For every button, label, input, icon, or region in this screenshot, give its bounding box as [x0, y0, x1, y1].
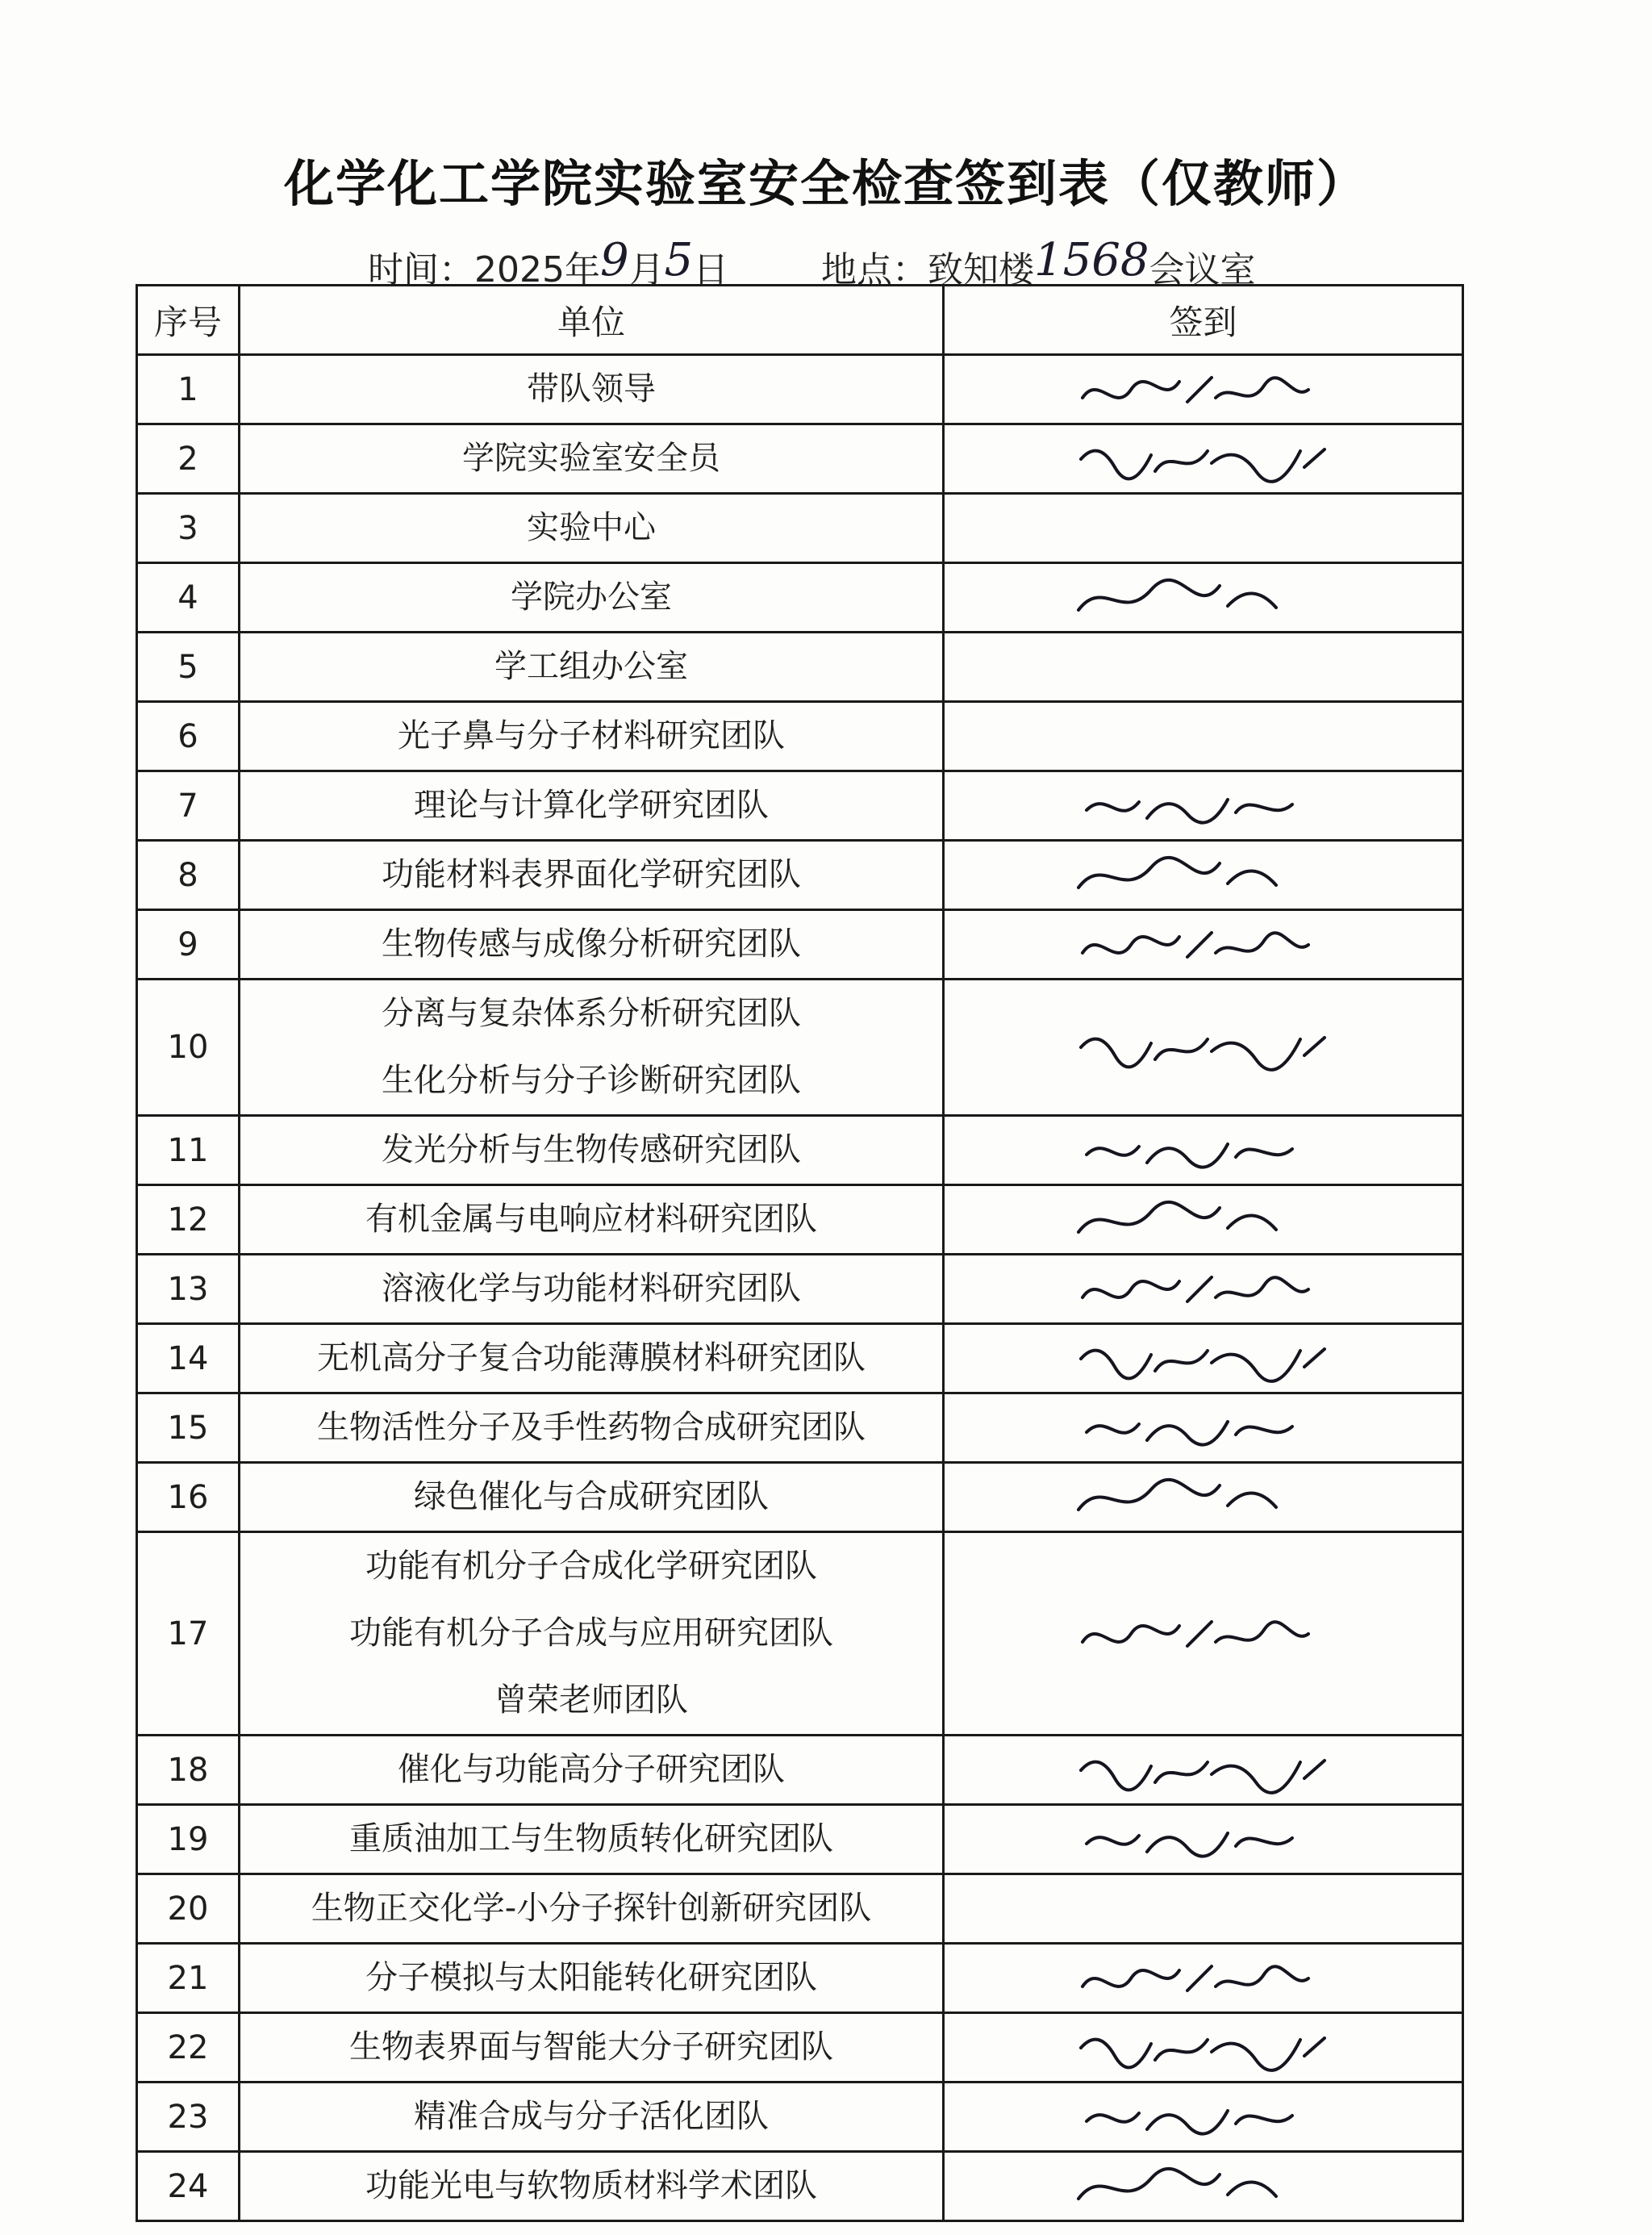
table-row [137, 563, 1463, 633]
row-unit [240, 1324, 944, 1393]
handwritten-signature-icon [1074, 2093, 1333, 2141]
table-row [137, 2083, 1463, 2152]
row-number: 9 [137, 910, 240, 980]
table-row [137, 1255, 1463, 1324]
unit-name: 生化分析与分子诊断研究团队 [382, 1062, 801, 1099]
date-day-handwritten: 5 [664, 234, 694, 286]
row-signature-cell [944, 494, 1463, 563]
row-signature-cell [944, 980, 1463, 1116]
row-signature-cell [944, 1944, 1463, 2013]
row-unit [240, 980, 944, 1116]
unit-name: 功能光电与软物质材料学术团队 [365, 2167, 817, 2204]
handwritten-signature-icon [1074, 1746, 1333, 1794]
handwritten-signature-icon [1074, 1610, 1333, 1658]
row-number: 4 [137, 563, 240, 633]
row-signature-cell [944, 1324, 1463, 1393]
handwritten-signature-icon [1074, 1335, 1333, 1383]
row-number: 23 [137, 2083, 240, 2152]
table-row [137, 2152, 1463, 2221]
unit-name: 分子模拟与太阳能转化研究团队 [365, 1959, 817, 1996]
unit-name: 学院办公室 [511, 579, 672, 616]
handwritten-signature-icon [1074, 2024, 1333, 2072]
row-signature-cell [944, 1463, 1463, 1532]
handwritten-signature-icon [1074, 1023, 1333, 1072]
row-unit [240, 633, 944, 702]
row-number: 2 [137, 424, 240, 494]
row-number: 18 [137, 1736, 240, 1805]
place-label: 地点： [821, 249, 928, 290]
row-signature-cell [944, 424, 1463, 494]
unit-name: 生物正交化学-小分子探针创新研究团队 [311, 1890, 872, 1927]
row-signature-cell [944, 355, 1463, 424]
row-unit [240, 494, 944, 563]
date-year: 2025年 [474, 249, 600, 290]
unit-name: 功能材料表界面化学研究团队 [382, 856, 801, 893]
table-row [137, 910, 1463, 980]
table-row [137, 355, 1463, 424]
unit-name: 实验中心 [527, 509, 656, 546]
table-row [137, 1185, 1463, 1255]
row-number: 21 [137, 1944, 240, 2013]
row-signature-cell [944, 2083, 1463, 2152]
unit-name: 学工组办公室 [494, 648, 688, 685]
sign-in-table [136, 284, 1464, 2222]
table-row [137, 424, 1463, 494]
table-row [137, 1874, 1463, 1944]
table-row [137, 1463, 1463, 1532]
row-unit [240, 1393, 944, 1463]
row-unit [240, 1874, 944, 1944]
row-unit [240, 771, 944, 841]
row-signature-cell [944, 1393, 1463, 1463]
row-number: 1 [137, 355, 240, 424]
row-unit [240, 841, 944, 910]
unit-name: 催化与功能高分子研究团队 [398, 1751, 785, 1788]
unit-name: 功能有机分子合成与应用研究团队 [349, 1615, 833, 1652]
row-signature-cell [944, 1874, 1463, 1944]
handwritten-signature-icon [1074, 851, 1333, 900]
row-number: 19 [137, 1805, 240, 1874]
row-number: 8 [137, 841, 240, 910]
row-number: 5 [137, 633, 240, 702]
unit-name: 功能有机分子合成化学研究团队 [365, 1548, 817, 1585]
table-row [137, 1393, 1463, 1463]
table-row [137, 980, 1463, 1116]
row-number: 6 [137, 702, 240, 771]
time-label: 时间： [368, 249, 474, 290]
unit-name: 带队领导 [527, 370, 656, 407]
row-signature-cell [944, 702, 1463, 771]
row-number: 17 [137, 1532, 240, 1736]
unit-name: 有机金属与电响应材料研究团队 [365, 1201, 817, 1238]
handwritten-signature-icon [1074, 1265, 1333, 1314]
row-number: 7 [137, 771, 240, 841]
place-room-suffix: 会议室 [1149, 249, 1256, 290]
table-body [137, 355, 1463, 2221]
row-unit [240, 702, 944, 771]
handwritten-signature-icon [1074, 2162, 1333, 2211]
unit-name: 绿色催化与合成研究团队 [414, 1478, 769, 1515]
row-signature-cell [944, 1255, 1463, 1324]
row-number: 13 [137, 1255, 240, 1324]
row-unit [240, 1185, 944, 1255]
unit-name: 发光分析与生物传感研究团队 [382, 1131, 801, 1168]
handwritten-signature-icon [1074, 435, 1333, 483]
row-unit [240, 424, 944, 494]
row-unit [240, 2083, 944, 2152]
header-unit: 单位 [240, 286, 944, 355]
header-no: 序号 [137, 286, 240, 355]
handwritten-signature-icon [1074, 366, 1333, 414]
row-unit [240, 910, 944, 980]
unit-name: 精准合成与分子活化团队 [414, 2098, 769, 2135]
row-signature-cell [944, 1736, 1463, 1805]
unit-name: 生物活性分子及手性药物合成研究团队 [317, 1409, 866, 1446]
row-signature-cell [944, 1185, 1463, 1255]
row-signature-cell [944, 2013, 1463, 2083]
handwritten-signature-icon [1074, 1815, 1333, 1864]
unit-name: 曾荣老师团队 [494, 1681, 688, 1719]
unit-name: 生物表界面与智能大分子研究团队 [349, 2028, 833, 2066]
table-row [137, 1324, 1463, 1393]
handwritten-signature-icon [1074, 1473, 1333, 1522]
row-number: 15 [137, 1393, 240, 1463]
row-unit [240, 1736, 944, 1805]
table-row [137, 1116, 1463, 1185]
row-number: 20 [137, 1874, 240, 1944]
unit-name: 分离与复杂体系分析研究团队 [382, 995, 801, 1032]
table-row [137, 1944, 1463, 2013]
row-unit [240, 1116, 944, 1185]
handwritten-signature-icon [1074, 782, 1333, 830]
date-month-suffix: 月 [628, 249, 665, 290]
row-number: 11 [137, 1116, 240, 1185]
table-row [137, 771, 1463, 841]
row-signature-cell [944, 1532, 1463, 1736]
row-signature-cell [944, 2152, 1463, 2221]
table-header-row [137, 286, 1463, 355]
row-number: 10 [137, 980, 240, 1116]
unit-name: 理论与计算化学研究团队 [414, 787, 769, 824]
row-unit [240, 1532, 944, 1736]
unit-name: 重质油加工与生物质转化研究团队 [349, 1820, 833, 1857]
handwritten-signature-icon [1074, 1126, 1333, 1175]
row-unit [240, 2013, 944, 2083]
handwritten-signature-icon [1074, 574, 1333, 622]
row-signature-cell [944, 1805, 1463, 1874]
unit-name: 光子鼻与分子材料研究团队 [398, 717, 785, 754]
table-row [137, 841, 1463, 910]
row-signature-cell [944, 771, 1463, 841]
row-signature-cell [944, 910, 1463, 980]
unit-name: 生物传感与成像分析研究团队 [382, 925, 801, 963]
handwritten-signature-icon [1074, 1196, 1333, 1244]
table-row [137, 494, 1463, 563]
row-number: 22 [137, 2013, 240, 2083]
table-row [137, 702, 1463, 771]
place-room-handwritten: 1568 [1034, 234, 1149, 286]
row-unit [240, 563, 944, 633]
row-signature-cell [944, 1116, 1463, 1185]
table-row [137, 2013, 1463, 2083]
unit-name: 无机高分子复合功能薄膜材料研究团队 [317, 1339, 866, 1377]
unit-name: 溶液化学与功能材料研究团队 [382, 1270, 801, 1307]
row-unit [240, 1463, 944, 1532]
date-month-handwritten: 9 [599, 234, 629, 286]
date-day-suffix: 日 [693, 249, 729, 290]
table-row [137, 1805, 1463, 1874]
handwritten-signature-icon [1074, 1954, 1333, 2003]
unit-name: 学院实验室安全员 [462, 440, 720, 477]
row-number: 24 [137, 2152, 240, 2221]
header-sign: 签到 [944, 286, 1463, 355]
row-number: 14 [137, 1324, 240, 1393]
table-row [137, 1532, 1463, 1736]
row-unit [240, 355, 944, 424]
row-number: 3 [137, 494, 240, 563]
row-unit [240, 1944, 944, 2013]
row-signature-cell [944, 633, 1463, 702]
table-row [137, 633, 1463, 702]
row-unit [240, 2152, 944, 2221]
place-building: 致知楼 [928, 249, 1034, 290]
page-title: 化学化工学院实验室安全检查签到表（仅教师） [283, 154, 1368, 213]
row-number: 16 [137, 1463, 240, 1532]
row-signature-cell [944, 563, 1463, 633]
row-unit [240, 1805, 944, 1874]
row-unit [240, 1255, 944, 1324]
row-signature-cell [944, 841, 1463, 910]
handwritten-signature-icon [1074, 921, 1333, 969]
row-number: 12 [137, 1185, 240, 1255]
handwritten-signature-icon [1074, 1404, 1333, 1452]
table-row [137, 1736, 1463, 1805]
